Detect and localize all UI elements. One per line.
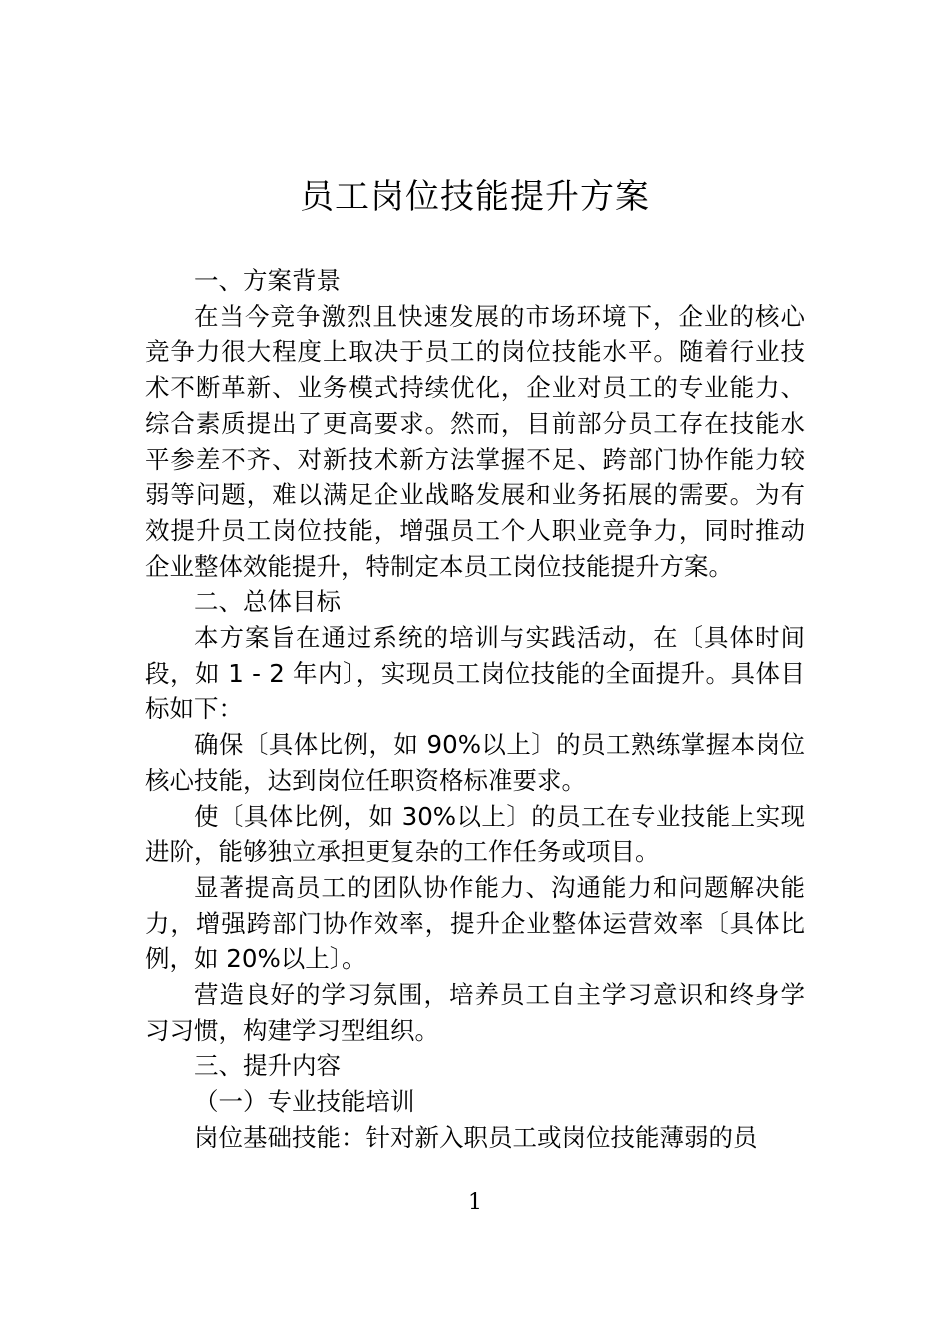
subsection-heading-training: （一）专业技能培训	[194, 1087, 415, 1117]
paragraph-basic-skills: 岗位基础技能：针对新入职员工或岗位技能薄弱的员	[194, 1122, 758, 1152]
paragraph-background: 在当今竞争激烈且快速发展的市场环境下，企业的核心竞争力很大程度上取决于员工的岗位技能水平。随着行业技术不断革新、业务模式持续优化，企业对员工的专业能力、综合素质提出了更高要求。然而，目前部分员工存在技能水平参差不齐、对新技术新方法掌握不足、跨部门协作能力较弱等问题，难以满足企业战略发展和业务拓展的需要。为有效提升员工岗位技能，增强员工个人职业竞争力，同时推动企业整体效能提升，特制定本员工岗位技能提升方案。	[145, 301, 805, 581]
section-heading-background: 一、方案背景	[194, 266, 341, 295]
page-number: 1	[468, 1190, 482, 1215]
paragraph-goal-1: 确保〔具体比例，如 90%以上〕的员工熟练掌握本岗位核心技能，达到岗位任职资格标准要求。	[145, 730, 805, 795]
section-heading-goals: 二、总体目标	[194, 587, 341, 617]
paragraph-goal-3: 显著提高员工的团队协作能力、沟通能力和问题解决能力，增强跨部门协作效率，提升企业整体运营效率〔具体比例，如 20%以上〕。	[145, 872, 805, 974]
section-heading-content: 三、提升内容	[194, 1051, 341, 1081]
paragraph-goal-4: 营造良好的学习氛围，培养员工自主学习意识和终身学习习惯，构建学习型组织。	[145, 980, 805, 1045]
document-body	[145, 263, 805, 1156]
paragraph-goal-2: 使〔具体比例，如 30%以上〕的员工在专业技能上实现进阶，能够独立承担更复杂的工作任务或项目。	[145, 801, 805, 867]
document-title: 员工岗位技能提升方案	[300, 177, 650, 217]
paragraph-goals-intro: 本方案旨在通过系统的培训与实践活动，在〔具体时间段，如 1 - 2 年内〕，实现员工岗位技能的全面提升。具体目标如下：	[145, 623, 805, 724]
